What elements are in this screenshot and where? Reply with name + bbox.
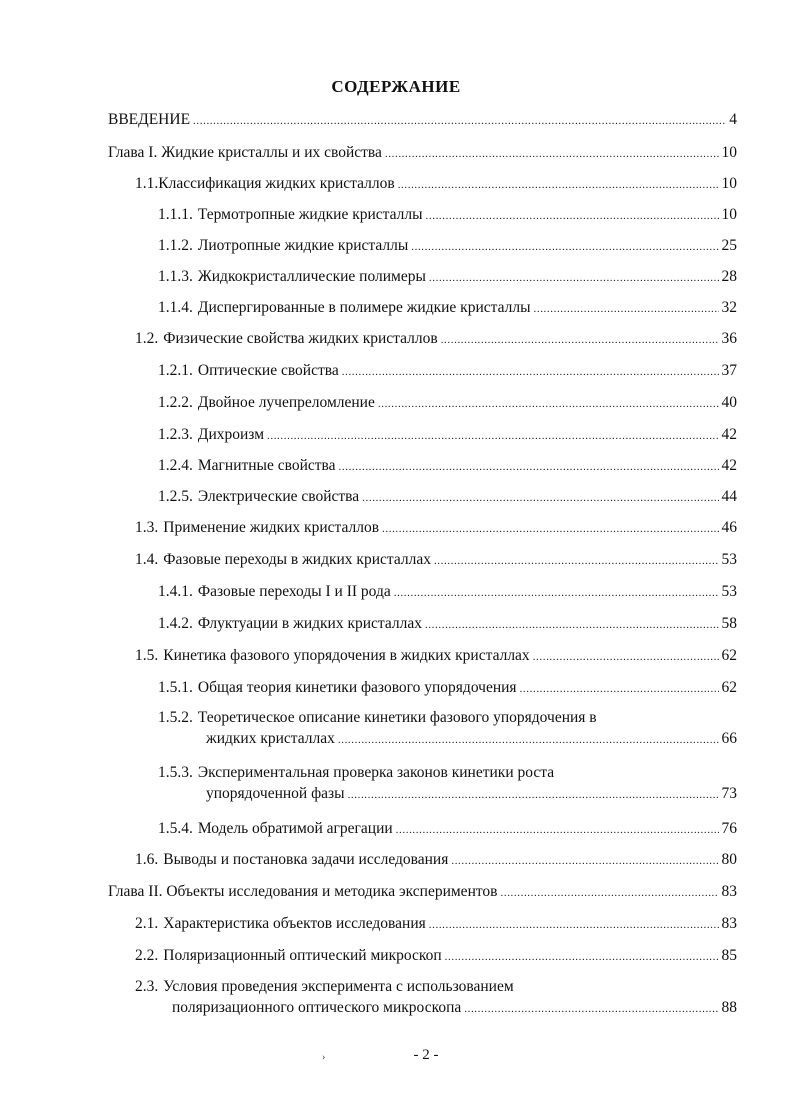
leader-dots [501, 883, 719, 904]
toc-entry-number: 1.2.3. [158, 426, 193, 443]
toc-entry-text: Условия проведения эксперимента с использованием [163, 978, 514, 995]
leader-dots [338, 730, 719, 751]
toc-entry-page: 53 [721, 551, 737, 568]
toc-entry-number: 2.3. [135, 978, 159, 995]
toc-entry-page: 66 [721, 730, 737, 747]
toc-entry-number: 1.2. [135, 330, 159, 347]
toc-entry-number: 1.5.3. [158, 764, 193, 781]
toc-entry-number: 1.5.1. [158, 679, 193, 696]
toc-entry-page: 28 [721, 268, 737, 285]
leader-dots [426, 206, 719, 227]
toc-entry-number: 1.4.2. [158, 615, 193, 632]
toc-entry-text: Оптические свойства [197, 362, 339, 379]
toc-entry-text: Применение жидких кристаллов [163, 519, 380, 536]
toc-entry-chapter-1 [108, 142, 737, 165]
toc-entry-text-continued: упорядоченной фазы [206, 785, 345, 802]
toc-entry-text: Теоретическое описание кинетики фазового упорядочения в [197, 709, 597, 726]
toc-entry-1-5-3 [158, 762, 737, 806]
toc-entry-number: 1.1.4. [158, 299, 193, 316]
toc-entry-1-2-4 [158, 455, 737, 478]
toc-entry-number: 1.6. [135, 851, 159, 868]
page-title: СОДЕРЖАНИЕ [331, 77, 461, 96]
toc-entry-page: 37 [721, 362, 737, 379]
leader-dots [434, 551, 719, 572]
leader-dots [385, 144, 719, 165]
toc-entry-number: 1.2.1. [158, 362, 193, 379]
toc-entry-1-4-1 [158, 581, 737, 604]
toc-entry-page: 25 [721, 237, 737, 254]
toc-entry-text: Дихроизм [197, 426, 264, 443]
toc-entry-text: Экспериментальная проверка законов кинетики роста [197, 764, 555, 781]
toc-entry-text: Диспергированные в полимере жидкие кристаллы [197, 299, 531, 316]
toc-entry-page: 42 [721, 426, 737, 443]
toc-entry-number: 1.2.2. [158, 394, 193, 411]
toc-entry-page: 73 [721, 785, 737, 802]
toc-entry-page: 10 [721, 206, 737, 223]
toc-entry-1-1-2 [158, 235, 737, 258]
toc-entry-1-4-2 [158, 613, 737, 636]
toc-entry-page: 4 [729, 111, 737, 128]
toc-entry-number: 1.2.4. [158, 457, 193, 474]
toc-entry-text-continued: жидких кристаллах [206, 730, 335, 747]
toc-entry-1-1-1 [158, 204, 737, 227]
toc-entry-page: 10 [721, 175, 737, 192]
toc-entry-1-1 [135, 173, 737, 196]
toc-entry-1-2-2 [158, 392, 737, 415]
toc-entry-number: 1.3. [135, 519, 159, 536]
leader-dots [342, 362, 719, 383]
toc-entry-text: Двойное лучепреломление [197, 394, 375, 411]
toc-entry-text: Лиотропные жидкие кристаллы [197, 237, 409, 254]
leader-dots [464, 999, 718, 1020]
toc-entry-number: 2.2. [135, 947, 159, 964]
toc-entry-number: 1.4. [135, 551, 159, 568]
toc-entry-1-5-4 [158, 818, 737, 841]
leader-dots [396, 820, 719, 841]
toc-entry-2-3 [135, 976, 737, 1020]
toc-entry-introduction [108, 109, 737, 132]
toc-entry-1-2 [135, 328, 737, 351]
toc-entry-text: Модель обратимой агрегации [197, 820, 393, 837]
toc-entry-1-5-2 [158, 707, 737, 751]
toc-entry-page: 40 [721, 394, 737, 411]
toc-entry-page: 83 [721, 883, 737, 900]
leader-dots [382, 519, 718, 540]
toc-entry-text: Общая теория кинетики фазового упорядочения [197, 679, 517, 696]
leader-dots [411, 237, 718, 258]
leader-dots [339, 457, 719, 478]
toc-entry-text: Характеристика объектов исследования [163, 915, 426, 932]
toc-entry-text: Флуктуации в жидких кристаллах [197, 615, 422, 632]
toc-entry-number: 1.4.1. [158, 583, 193, 600]
toc-entry-page: 36 [721, 330, 737, 347]
toc-entry-text: Магнитные свойства [197, 457, 336, 474]
toc-entry-text: Кинетика фазового упорядочения в жидких кристаллах [163, 647, 530, 664]
toc-entry-1-1-3 [158, 266, 737, 289]
leader-dots [394, 583, 719, 604]
toc-entry-text: Электрические свойства [197, 488, 360, 505]
leader-dots [398, 175, 719, 196]
scan-speck: › [322, 1052, 326, 1063]
toc-entry-1-6 [135, 849, 737, 872]
toc-entry-text: Термотропные жидкие кристаллы [197, 206, 423, 223]
toc-entry-text: ВВЕДЕНИЕ [108, 111, 191, 128]
toc-entry-page: 85 [721, 947, 737, 964]
leader-dots [533, 647, 719, 668]
toc-entry-page: 76 [721, 820, 737, 837]
toc-entry-1-5 [135, 645, 737, 668]
leader-dots [429, 268, 719, 289]
toc-entry-1-2-1 [158, 360, 737, 383]
toc-entry-page: 32 [721, 299, 737, 316]
toc-entry-1-1-4 [158, 297, 737, 320]
toc-entry-page: 88 [721, 999, 737, 1016]
leader-dots [378, 394, 719, 415]
toc-entry-1-3 [135, 517, 737, 540]
toc-entry-text: Фазовые переходы I и II рода [197, 583, 391, 600]
toc-entry-2-1 [135, 913, 737, 936]
toc-entry-number: 1.1.1. [158, 206, 193, 223]
toc-entry-1-4 [135, 549, 737, 572]
toc-entry-text: Глава II. Объекты исследования и методика экспериментов [108, 883, 498, 900]
toc-entry-1-2-5 [158, 486, 737, 509]
toc-entry-number: 1.5. [135, 647, 159, 664]
leader-dots [267, 426, 719, 447]
toc-entry-page: 10 [721, 144, 737, 161]
leader-dots [441, 330, 719, 351]
leader-dots [425, 615, 719, 636]
toc-entry-text-continued: поляризационного оптического микроскопа [172, 999, 462, 1016]
toc-entry-number: 2.1. [135, 915, 159, 932]
toc-entry-1-2-3 [158, 424, 737, 447]
toc-entry-page: 80 [721, 851, 737, 868]
leader-dots [348, 785, 719, 806]
toc-entry-page: 46 [721, 519, 737, 536]
toc-entry-text: Выводы и постановка задачи исследования [163, 851, 449, 868]
toc-entry-text: 1.1.Классификация жидких кристаллов [135, 175, 395, 192]
toc-entry-text: Фазовые переходы в жидких кристаллах [163, 551, 431, 568]
leader-dots [534, 299, 719, 320]
toc-entry-number: 1.5.2. [158, 709, 193, 726]
leader-dots [193, 111, 726, 132]
toc-entry-text: Физические свойства жидких кристаллов [163, 330, 438, 347]
toc-entry-text: Поляризационный оптический микроскоп [163, 947, 442, 964]
leader-dots [429, 915, 719, 936]
toc-entry-page: 42 [721, 457, 737, 474]
page-number: - 2 - [413, 1047, 439, 1063]
toc-entry-page: 53 [721, 583, 737, 600]
leader-dots [362, 488, 718, 509]
toc-entry-text: Глава I. Жидкие кристаллы и их свойства [108, 144, 382, 161]
toc-entry-chapter-2 [108, 881, 737, 904]
toc-entry-2-2 [135, 945, 737, 968]
leader-dots [451, 851, 718, 872]
toc-entry-number: 1.2.5. [158, 488, 193, 505]
leader-dots [520, 679, 719, 700]
leader-dots [445, 947, 719, 968]
toc-entry-text: Жидкокристаллические полимеры [197, 268, 426, 285]
toc-entry-page: 44 [721, 488, 737, 505]
toc-entry-page: 58 [721, 615, 737, 632]
toc-entry-1-5-1 [158, 677, 737, 700]
toc-entry-page: 62 [721, 647, 737, 664]
toc-entry-page: 62 [721, 679, 737, 696]
toc-entry-number: 1.1.3. [158, 268, 193, 285]
toc-entry-number: 1.1.2. [158, 237, 193, 254]
toc-entry-page: 83 [721, 915, 737, 932]
toc-entry-number: 1.5.4. [158, 820, 193, 837]
